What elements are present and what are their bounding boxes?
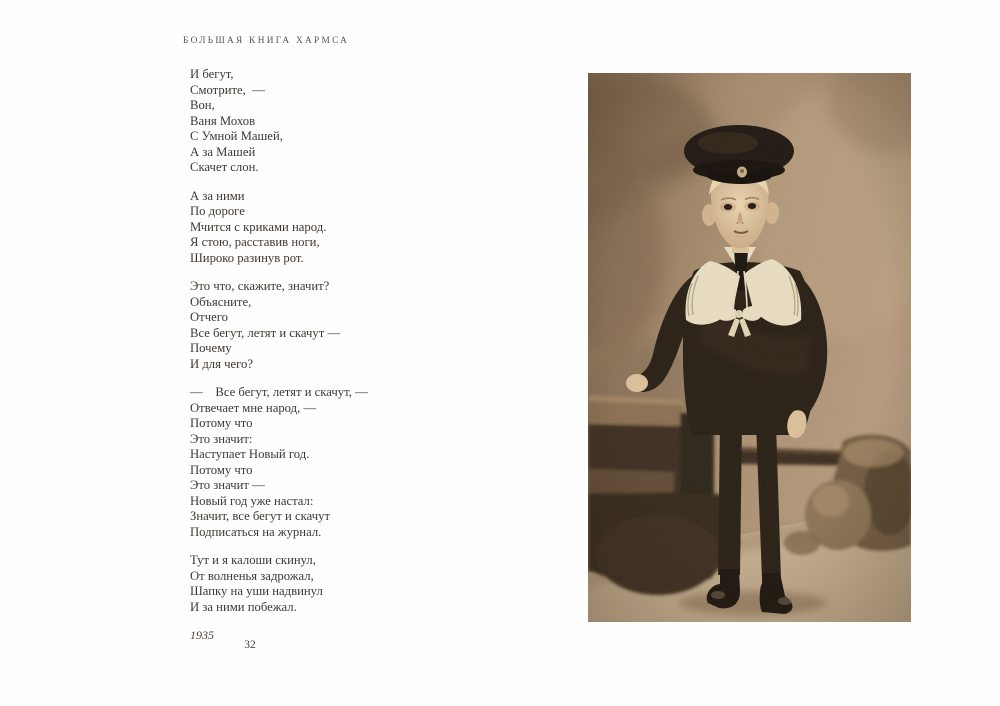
poem-stanza (190, 67, 368, 176)
poem-line: Скачет слон. (190, 160, 259, 174)
poem-stanza (190, 553, 368, 615)
poem-line: Вон, (190, 98, 215, 112)
poem-line: Все бегут, летят и скачут — (190, 325, 341, 340)
running-header: БОЛЬШАЯ КНИГА ХАРМСА (183, 36, 350, 46)
poem-line: Новый год уже настал: (190, 493, 314, 508)
poem-line: А за ними (190, 188, 245, 203)
poem-line: Потому что (190, 416, 253, 430)
poem-line: Это что, скажите, значит? (190, 279, 330, 293)
poem-line: Значит, все бегут и скачут (190, 509, 331, 523)
poem-stanza (190, 279, 368, 372)
poem-line: Ваня Мохов (190, 113, 256, 128)
poem-line: И за ними побежал. (190, 599, 297, 614)
poem-line: Шапку на уши надвинул (190, 584, 323, 598)
poem-line: А за Машей (190, 144, 256, 159)
poem-line: Мчится с криками народ. (190, 219, 327, 234)
vignette-overlay (588, 73, 911, 622)
poem-line: С Умной Машей, (190, 129, 283, 143)
poem-line: И для чего? (190, 356, 254, 371)
poem-line: Объясните, (190, 294, 252, 309)
poem-line: Наступает Новый год. (190, 447, 310, 461)
poem-stanza (190, 189, 368, 267)
poem-stanza (190, 385, 368, 540)
poem-year: 1935 (190, 628, 214, 642)
poem-line: Почему (190, 341, 232, 355)
sailor-boy-photo-art (588, 73, 911, 622)
poem-line: И бегут, (190, 67, 234, 81)
right-page (500, 0, 1000, 706)
poem-line: По дороге (190, 204, 245, 218)
poem-line: Подписаться на журнал. (190, 524, 322, 539)
poem-line: — Все бегут, летят и скачут, — (190, 385, 368, 399)
poem-line: Тут и я калоши скинул, (190, 553, 316, 567)
poem (190, 67, 368, 644)
poem-line: Широко разинув рот. (190, 250, 304, 265)
poem-line: Смотрите, — (190, 82, 265, 97)
poem-line: От волненья задрожал, (190, 568, 314, 583)
poem-line: Отчего (190, 310, 228, 324)
poem-line: Это значит: (190, 431, 253, 446)
poem-line: Отвечает мне народ, — (190, 400, 317, 415)
sailor-boy-photograph (588, 73, 911, 622)
page-number: 32 (244, 639, 256, 651)
poem-line: Я стою, расставив ноги, (190, 235, 320, 249)
poem-line: Это значит — (190, 478, 265, 492)
poem-line: Потому что (190, 462, 253, 477)
